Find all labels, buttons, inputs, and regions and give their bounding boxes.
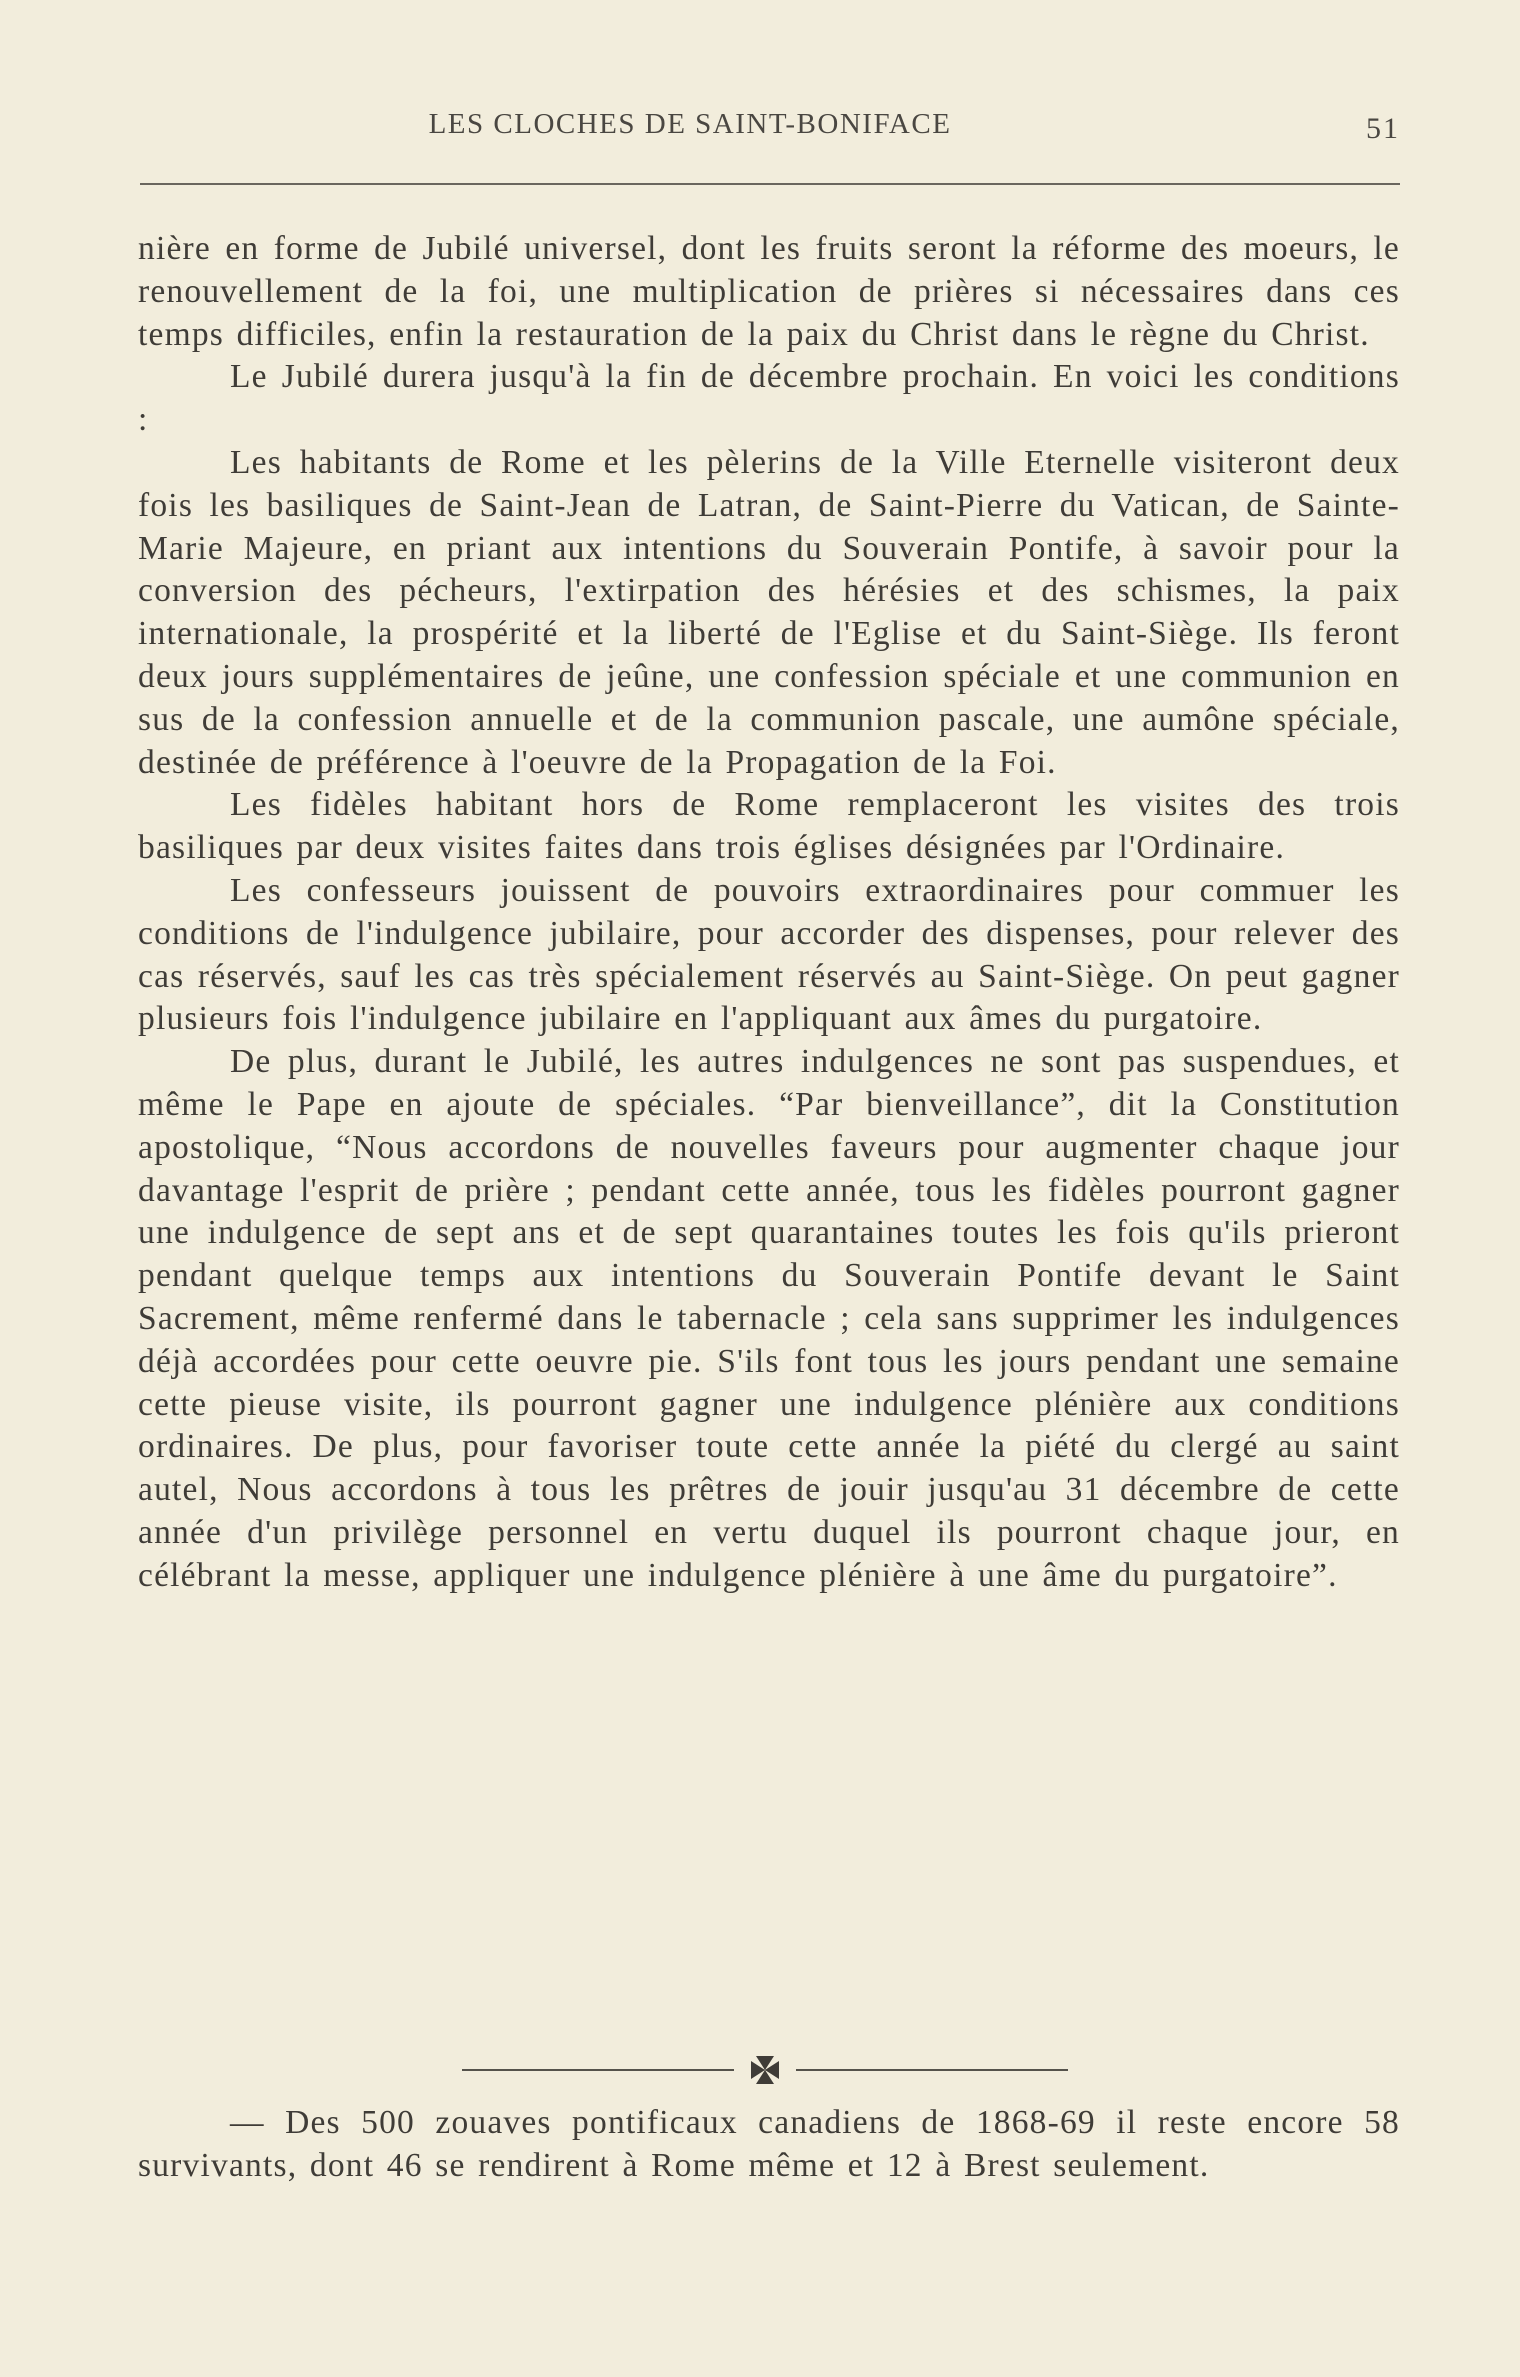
paragraph-rome-conditions: Les habitants de Rome et les pèlerins de la Ville Eternelle visiteront deux fois les basiliques de Saint-Jean de Latran, de Saint-Pierre du Vatican, de Sainte-Marie Majeure, en priant aux intentions du Souverain Pontife, à savoir pour la conversion des pécheurs, l'extirpation des hérésies et des schismes, la paix internationale, la prospérité et la liberté de l'Eglise et du Saint-Siège. Ils feront deux jours supplémentaires de jeûne, une confession spéciale et une communion en sus de la confession annuelle et de la communion pascale, une aumône spéciale, destinée de préférence à l'oeuvre de la Propagation de la Foi.: [138, 443, 1400, 781]
header-rule: [140, 183, 1400, 185]
maltese-cross-icon: [748, 2053, 782, 2087]
paragraph-continuation: nière en forme de Jubilé universel, dont les fruits seront la réforme des moeurs, le renouvellement de la foi, une multiplication de prières si nécessaires dans ces temps difficiles, enfin la restauration de la paix du Christ dans le règne du Christ.: [138, 230, 1400, 353]
page-number: 51: [1366, 112, 1400, 145]
paragraph-outside-rome: Les fidèles habitant hors de Rome remplaceront les visites des trois basiliques par deux visites faites dans trois églises désignées par l'Ordinaire.: [138, 786, 1400, 867]
paragraph-indulgences: De plus, durant le Jubilé, les autres indulgences ne sont pas suspendues, et même le Pape en ajoute de spéciales. “Par bienveillance”, dit la Constitution apostolique, “Nous accordons de nouvelles faveurs pour augmenter chaque jour davantage l'esprit de prière ; pendant cette année, tous les fidèles pourront gagner une indulgence de sept ans et de sept quarantaines toutes les fois qu'ils prieront pendant quelque temps aux intentions du Souverain Pontife devant le Saint Sacrement, même renfermé dans le tabernacle ; cela sans supprimer les indulgences déjà accordées pour cette oeuvre pie. S'ils font tous les jours pendant une semaine cette pieuse visite, ils pourront gagner une indulgence plénière aux conditions ordinaires. De plus, pour favoriser toute cette année la piété du clergé au saint autel, Nous accordons à tous les prêtres de jouir jusqu'au 31 décembre de cette année d'un privilège personnel en vertu duquel ils pourront chaque jour, en célébrant la messe, appliquer une indulgence plénière à une âme du purgatoire”.: [138, 1043, 1400, 1594]
note-paragraph: — Des 500 zouaves pontificaux canadiens de 1868-69 il reste encore 58 survivants, dont 46 se rendirent à Rome même et 12 à Brest seulement.: [138, 2104, 1400, 2184]
running-head: [140, 104, 1400, 148]
paragraph-duration: Le Jubilé durera jusqu'à la fin de décembre prochain. En voici les conditions :: [138, 358, 1400, 439]
paragraph-confessors: Les confesseurs jouissent de pouvoirs extraordinaires pour commuer les conditions de l'indulgence jubilaire, pour accorder des dispenses, pour relever des cas réservés, sauf les cas très spécialement réservés au Saint-Siège. On peut gagner plusieurs fois l'indulgence jubilaire en l'appliquant aux âmes du purgatoire.: [138, 871, 1400, 1038]
running-title: LES CLOCHES DE SAINT-BONIFACE: [428, 108, 952, 140]
section-separator: [455, 2050, 1075, 2090]
main-text: [138, 228, 1400, 1598]
separator-line-left: [462, 2069, 734, 2071]
note-section: [138, 2102, 1400, 2188]
separator-line-right: [796, 2069, 1068, 2071]
